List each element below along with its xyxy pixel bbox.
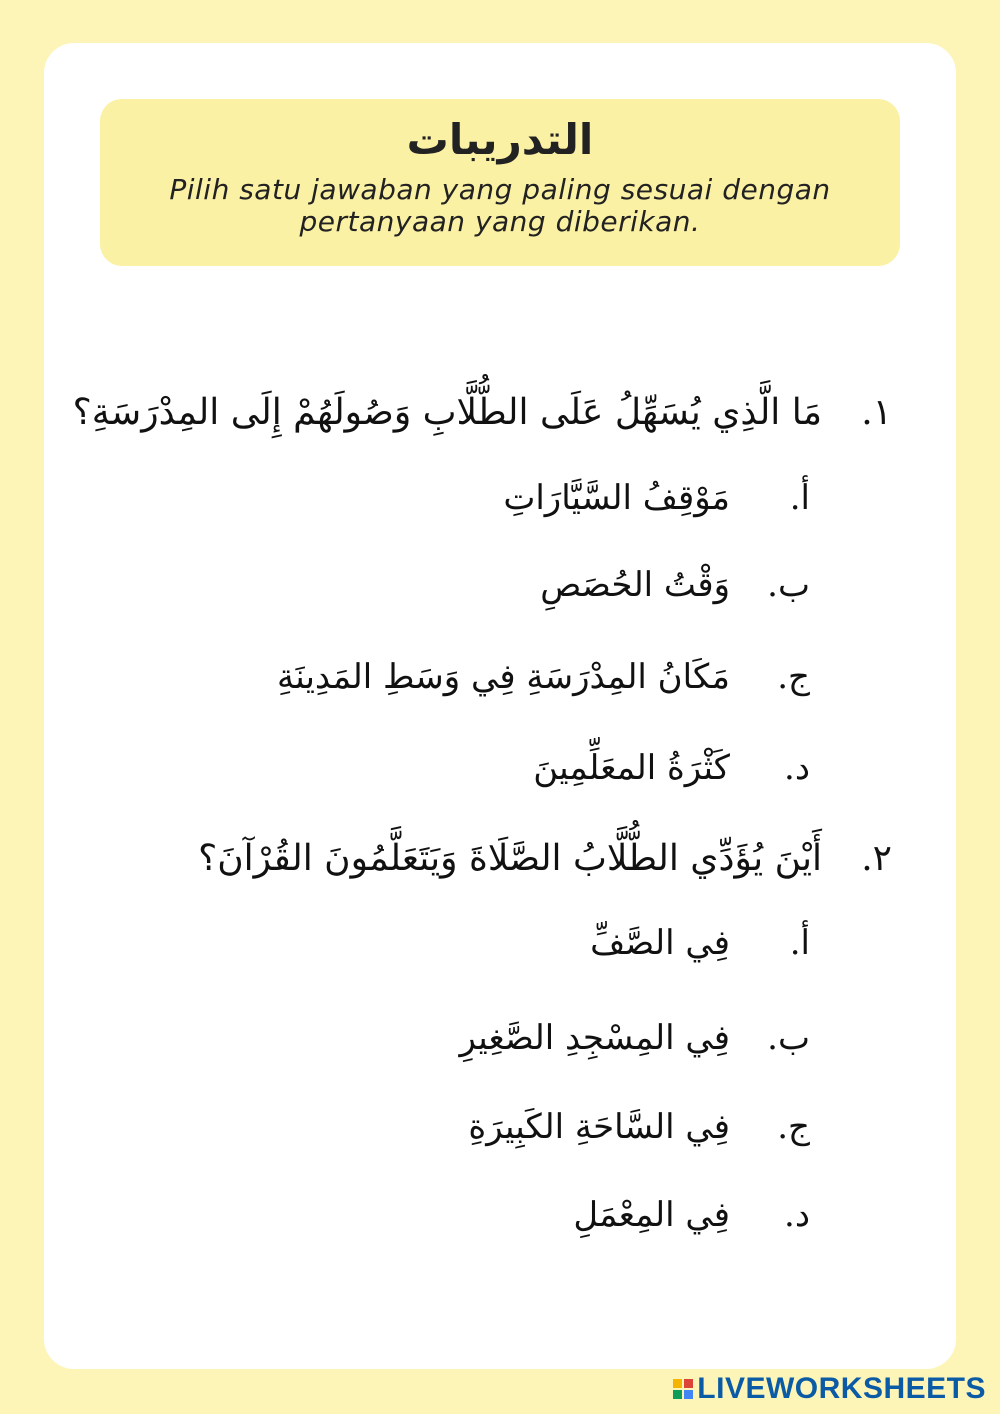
option-1c[interactable] xyxy=(277,657,810,697)
option-letter: د. xyxy=(784,1195,810,1235)
option-2d[interactable] xyxy=(573,1195,810,1235)
page-title: التدريبات xyxy=(406,115,594,164)
option-2b[interactable] xyxy=(459,1018,810,1058)
option-text: كَثْرَةُ المعَلِّمِينَ xyxy=(533,748,730,788)
option-letter: ج. xyxy=(777,657,810,697)
liveworksheets-logo-icon xyxy=(673,1379,693,1399)
option-letter: أ. xyxy=(789,923,810,963)
question-text: مَا الَّذِي يُسَهِّلُ عَلَى الطُّلَّابِ وَصُولَهُمْ إِلَى المِدْرَسَةِ؟ xyxy=(72,392,822,433)
option-letter: ب. xyxy=(767,1018,810,1058)
option-letter: ج. xyxy=(777,1107,810,1147)
question-number: ١. xyxy=(861,392,892,433)
question-2 xyxy=(198,838,892,879)
option-1b[interactable] xyxy=(540,565,810,605)
option-1a[interactable] xyxy=(503,478,810,518)
instruction-banner xyxy=(100,99,900,266)
option-text: فِي السَّاحَةِ الكَبِيرَةِ xyxy=(468,1107,730,1147)
option-text: وَقْتُ الحُصَصِ xyxy=(540,565,730,605)
option-text: مَكَانُ المِدْرَسَةِ فِي وَسَطِ المَدِينَةِ xyxy=(276,657,730,697)
question-text: أَيْنَ يُؤَدِّي الطُّلَّابُ الصَّلَاةَ وَيَتَعَلَّمُونَ القُرْآنَ؟ xyxy=(198,838,822,879)
option-text: فِي المِسْجِدِ الصَّغِيرِ xyxy=(459,1018,730,1058)
option-text: فِي المِعْمَلِ xyxy=(573,1195,730,1235)
option-text: فِي الصَّفِّ xyxy=(590,923,730,963)
question-1 xyxy=(73,392,892,433)
option-letter: د. xyxy=(784,748,810,788)
option-2a[interactable] xyxy=(590,923,810,963)
option-letter: أ. xyxy=(789,478,810,518)
question-number: ٢. xyxy=(861,838,892,879)
logo-square xyxy=(673,1379,682,1388)
instruction-text: Pilih satu jawaban yang paling sesuai dengan pertanyaan yang diberikan. xyxy=(169,173,831,238)
logo-square xyxy=(684,1390,693,1399)
option-letter: ب. xyxy=(767,565,810,605)
liveworksheets-logo[interactable] xyxy=(673,1372,986,1406)
option-text: مَوْقِفُ السَّيَّارَاتِ xyxy=(503,478,730,518)
brand-name: LIVEWORKSHEETS xyxy=(697,1372,986,1405)
logo-square xyxy=(673,1390,682,1399)
logo-square xyxy=(684,1379,693,1388)
option-2c[interactable] xyxy=(468,1107,810,1147)
option-1d[interactable] xyxy=(533,748,810,788)
